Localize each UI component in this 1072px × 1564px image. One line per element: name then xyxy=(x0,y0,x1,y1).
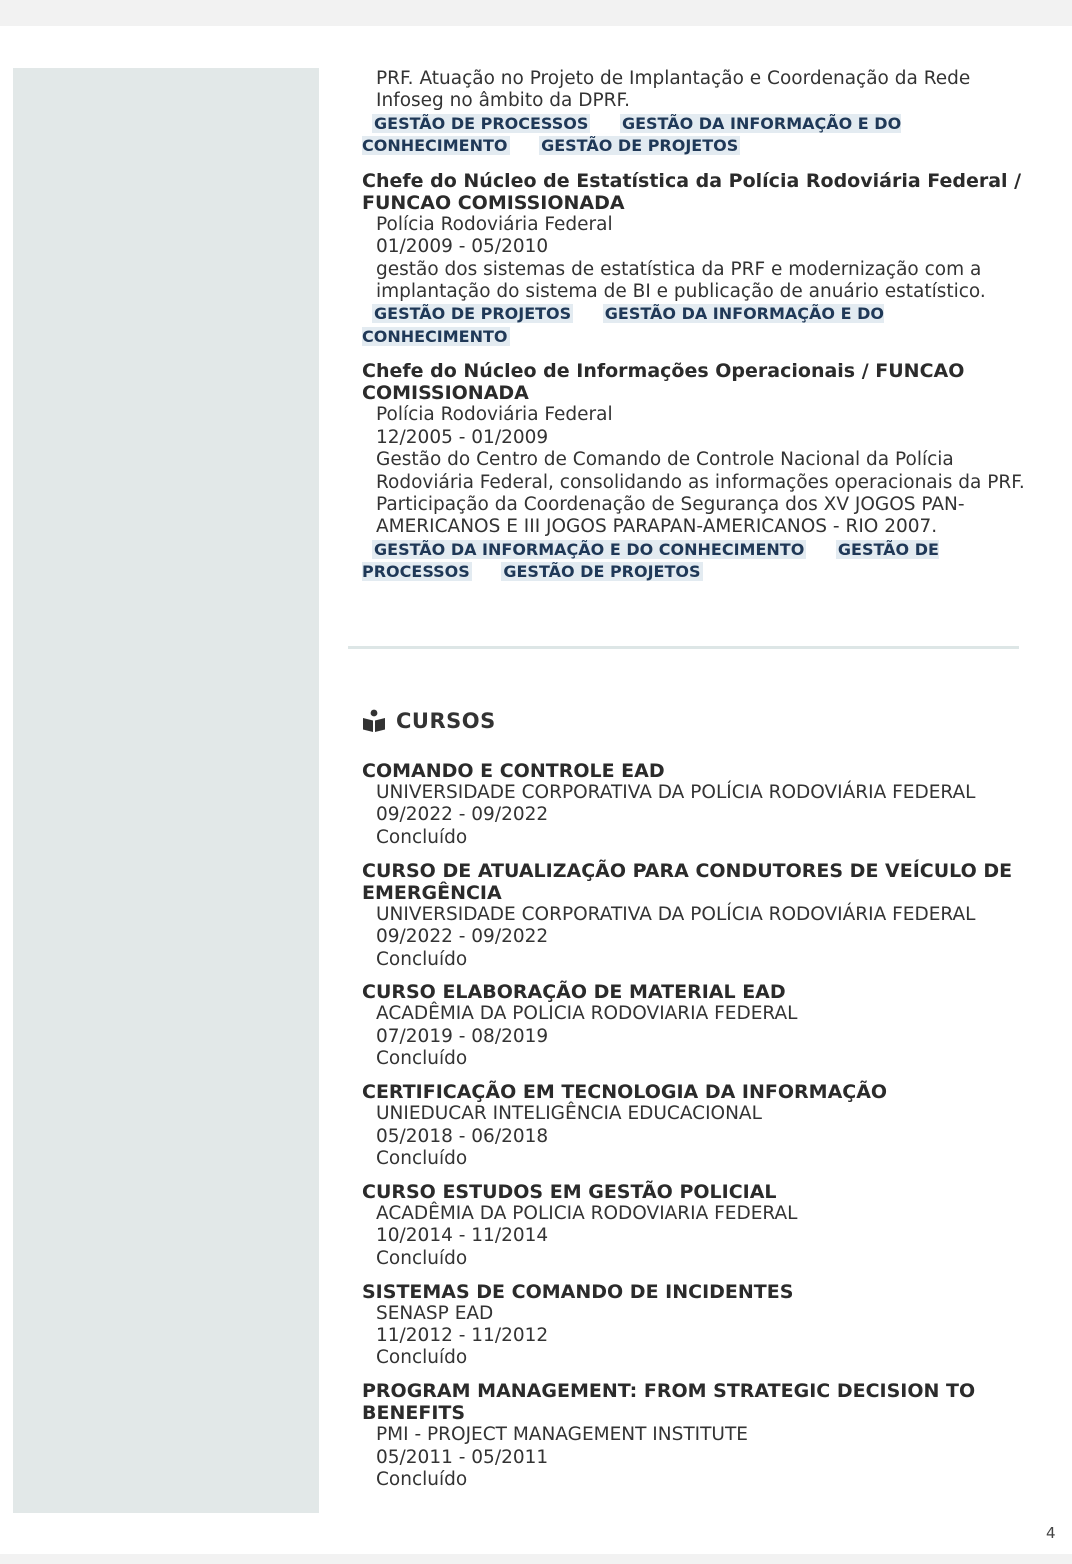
course-entry xyxy=(362,1380,1032,1491)
skill-tag: GESTÃO DA INFORMAÇÃO E DO CONHECIMENTO xyxy=(362,113,902,156)
course-institution: ACADÊMIA DA POLICIA RODOVIARIA FEDERAL xyxy=(376,1202,798,1224)
courses-section-header xyxy=(362,706,496,736)
skill-tag: GESTÃO DE PROJETOS xyxy=(541,136,739,156)
skill-tag: GESTÃO DA INFORMAÇÃO E DO CONHECIMENTO xyxy=(362,304,884,346)
experience-description: gestão dos sistemas de estatística da PRF e modernização com a implantação do sistema de BI e publicação de anuário estatístico. xyxy=(376,258,986,303)
experience-period: 01/2009 - 05/2010 xyxy=(376,236,549,258)
course-period: 11/2012 - 11/2012 xyxy=(376,1325,549,1346)
course-entry xyxy=(362,860,1032,971)
course-period: 09/2022 - 09/2022 xyxy=(376,804,549,826)
skill-tag: GESTÃO DA INFORMAÇÃO E DO CONHECIMENTO xyxy=(374,539,805,559)
course-period: 07/2019 - 08/2019 xyxy=(376,1025,549,1047)
section-divider xyxy=(348,646,1019,649)
course-entry xyxy=(362,1281,1032,1370)
course-institution: PMI - PROJECT MANAGEMENT INSTITUTE xyxy=(376,1424,748,1446)
experience-title: Chefe do Núcleo de Estatística da Polícia Rodoviária Federal / FUNCAO COMISSIONADA xyxy=(362,169,1022,214)
course-status: Concluído xyxy=(376,1247,468,1269)
course-status: Concluído xyxy=(376,1147,468,1169)
course-period: 09/2022 - 09/2022 xyxy=(376,926,549,948)
course-status: Concluído xyxy=(376,948,468,970)
course-period: 05/2011 - 05/2011 xyxy=(376,1446,549,1468)
course-title: CURSO DE ATUALIZAÇÃO PARA CONDUTORES DE VEÍCULO DE EMERGÊNCIA xyxy=(362,859,1013,904)
experience-org: Polícia Rodoviária Federal xyxy=(376,213,613,235)
skill-tags xyxy=(362,303,1032,348)
page-number: 4 xyxy=(1046,1524,1056,1542)
experience-org: Polícia Rodoviária Federal xyxy=(376,404,613,426)
courses-list xyxy=(362,760,1032,1502)
course-institution: SENASP EAD xyxy=(376,1302,494,1324)
sidebar-panel xyxy=(13,68,319,1513)
course-status: Concluído xyxy=(376,1469,468,1491)
course-institution: UNIVERSIDADE CORPORATIVA DA POLÍCIA RODOVIÁRIA FEDERAL xyxy=(376,903,976,925)
skill-tags xyxy=(362,539,1032,584)
skill-tag: GESTÃO DE PROJETOS xyxy=(374,304,572,324)
course-status: Concluído xyxy=(376,1347,468,1369)
experience-entry-continuation xyxy=(362,68,1032,158)
experience-entry xyxy=(362,170,1032,349)
experience-period: 12/2005 - 01/2009 xyxy=(376,426,549,448)
course-title: SISTEMAS DE COMANDO DE INCIDENTES xyxy=(362,1280,794,1303)
course-title: CURSO ELABORAÇÃO DE MATERIAL EAD xyxy=(362,981,786,1004)
course-status: Concluído xyxy=(376,826,468,848)
skill-tags xyxy=(362,113,1032,158)
course-title: PROGRAM MANAGEMENT: FROM STRATEGIC DECISION TO BENEFITS xyxy=(362,1380,976,1425)
course-title: CERTIFICAÇÃO EM TECNOLOGIA DA INFORMAÇÃO xyxy=(362,1081,888,1104)
experience-description: PRF. Atuação no Projeto de Implantação e Coordenação da Rede Infoseg no âmbito da DPRF. xyxy=(376,68,971,112)
course-period: 05/2018 - 06/2018 xyxy=(376,1125,549,1147)
course-entry xyxy=(362,981,1032,1070)
top-margin-strip xyxy=(0,0,1072,26)
skill-tag: GESTÃO DE PROJETOS xyxy=(503,562,701,582)
course-entry xyxy=(362,1081,1032,1170)
section-title: CURSOS xyxy=(396,709,496,733)
course-entry xyxy=(362,1181,1032,1270)
experience-title: Chefe do Núcleo de Informações Operacionais / FUNCAO COMISSIONADA xyxy=(362,360,965,405)
bottom-margin-strip xyxy=(0,1554,1072,1564)
course-title: COMANDO E CONTROLE EAD xyxy=(362,760,665,782)
experience-section xyxy=(362,68,1032,596)
course-entry xyxy=(362,760,1032,849)
course-institution: UNIVERSIDADE CORPORATIVA DA POLÍCIA RODOVIÁRIA FEDERAL xyxy=(376,782,976,803)
course-title: CURSO ESTUDOS EM GESTÃO POLICIAL xyxy=(362,1180,777,1203)
skill-tag: GESTÃO DE PROCESSOS xyxy=(374,113,589,133)
skill-tag: GESTÃO DE PROCESSOS xyxy=(362,539,939,582)
course-period: 10/2014 - 11/2014 xyxy=(376,1225,549,1247)
reading-person-icon xyxy=(362,709,386,733)
course-institution: ACADÊMIA DA POLICIA RODOVIARIA FEDERAL xyxy=(376,1003,798,1025)
course-institution: UNIEDUCAR INTELIGÊNCIA EDUCACIONAL xyxy=(376,1103,762,1125)
experience-description: Gestão do Centro de Comando de Controle Nacional da Polícia Rodoviária Federal, consolidando as informações operacionais da PRF. Participação da Coordenação de Segurança dos XV JOGOS PAN-AMERICANOS E III JOGOS PARAPAN-AMERICANOS - RIO 2007. xyxy=(376,449,1025,538)
course-status: Concluído xyxy=(376,1048,468,1070)
experience-entry xyxy=(362,360,1032,583)
